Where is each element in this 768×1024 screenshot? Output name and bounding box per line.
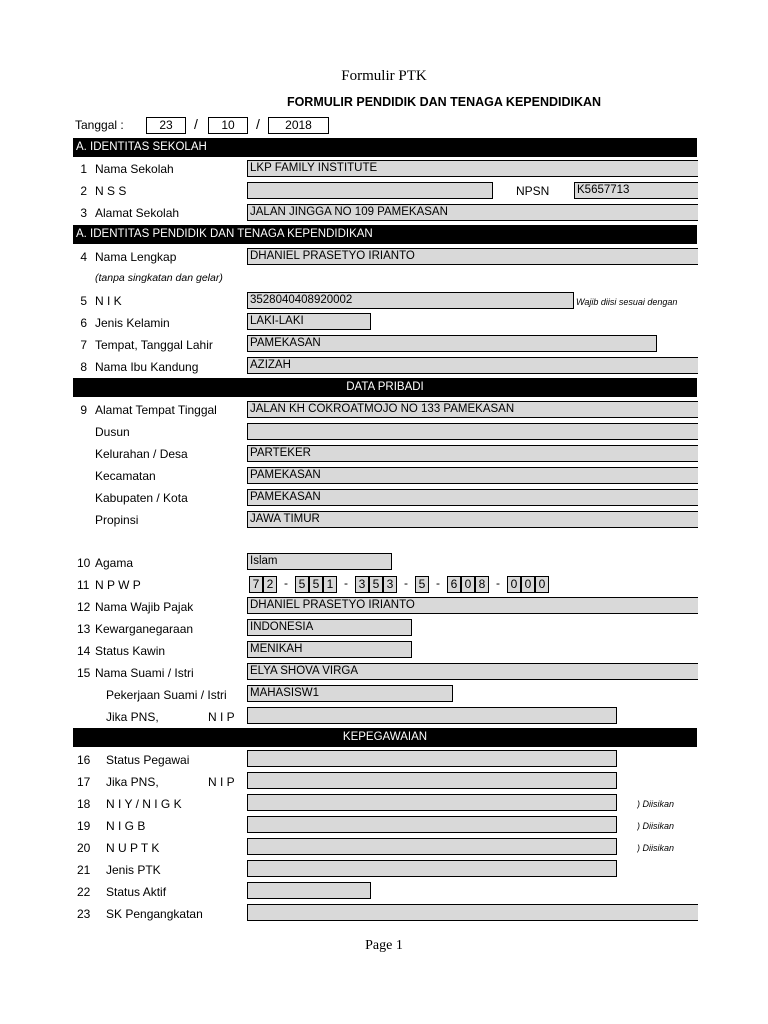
row-number: 12 [77,600,91,614]
nip-label: N I P [208,775,235,789]
row-number: 11 [77,578,90,592]
section-identitas-ptk: A. IDENTITAS PENDIDIK DAN TENAGA KEPENDIDIKAN [73,225,697,244]
date-separator: / [194,116,198,132]
npsn-label: NPSN [516,184,550,198]
propinsi-label: Propinsi [95,513,139,527]
npwp-digit[interactable]: 2 [263,576,277,593]
page-header: Formulir PTK [341,68,427,84]
ibu-kandung-field[interactable]: AZIZAH [247,357,698,374]
nama-sekolah-field[interactable]: LKP FAMILY INSTITUTE [247,160,698,177]
kelurahan-label: Kelurahan / Desa [95,447,188,461]
row-number: 20 [77,841,91,855]
row-number: 7 [80,338,87,352]
npwp-digit[interactable]: 0 [507,576,521,593]
nik-note: Wajib diisi sesuai dengan [576,297,678,307]
npwp-separator: - [496,576,500,590]
npwp-separator: - [284,576,288,590]
section-identitas-sekolah: A. IDENTITAS SEKOLAH [73,138,697,157]
section-data-pribadi: DATA PRIBADI [73,378,697,397]
npwp-digit[interactable]: 0 [521,576,535,593]
row-number: 2 [80,184,87,198]
row-number: 16 [77,753,91,767]
alamat-sekolah-label: Alamat Sekolah [95,206,180,220]
row-number: 18 [77,797,91,811]
npwp-digit[interactable]: 5 [309,576,323,593]
row-number: 4 [80,250,87,264]
nik-field[interactable]: 3528040408920002 [247,292,574,309]
niy-note: ) Diisikan [637,799,675,809]
npwp-digit[interactable]: 0 [535,576,549,593]
status-kawin-label: Status Kawin [95,644,166,658]
nip-field[interactable] [247,772,617,789]
status-aktif-field[interactable] [247,882,371,899]
wajib-pajak-label: Nama Wajib Pajak [95,600,194,614]
agama-label: Agama [95,556,134,570]
row-number: 19 [77,819,91,833]
nss-label: N S S [95,184,127,198]
date-separator: / [256,116,260,132]
npwp-separator: - [436,576,440,590]
nama-lengkap-label: Nama Lengkap [95,250,177,264]
npwp-label: N P W P [95,578,141,592]
section-kepegawaian: KEPEGAWAIAN [73,728,697,747]
nip-label: N I P [208,710,235,724]
kewarganegaraan-field[interactable]: INDONESIA [247,619,412,636]
date-year-field[interactable]: 2018 [268,117,329,134]
row-number: 15 [77,666,91,680]
status-pegawai-label: Status Pegawai [106,753,190,767]
pasangan-field[interactable]: ELYA SHOVA VIRGA [247,663,698,680]
nama-lengkap-field[interactable]: DHANIEL PRASETYO IRIANTO [247,248,698,265]
npsn-field[interactable]: K5657713 [574,182,698,199]
pekerjaan-pasangan-field[interactable]: MAHASISW1 [247,685,453,702]
npwp-digit[interactable]: 5 [369,576,383,593]
dusun-field[interactable] [247,423,698,440]
nama-sekolah-label: Nama Sekolah [95,162,174,176]
alamat-tinggal-label: Alamat Tempat Tinggal [95,403,217,417]
row-number: 14 [77,644,91,658]
status-kawin-field[interactable]: MENIKAH [247,641,412,658]
npwp-digit[interactable]: 0 [461,576,475,593]
nama-lengkap-note: (tanpa singkatan dan gelar) [95,272,223,284]
jenis-ptk-label: Jenis PTK [106,863,161,877]
page-footer: Page 1 [365,938,403,953]
row-number: 22 [77,885,91,899]
status-aktif-label: Status Aktif [106,885,167,899]
date-label: Tanggal : [75,118,124,132]
npwp-digit[interactable]: 6 [447,576,461,593]
status-pegawai-field[interactable] [247,750,617,767]
kabupaten-field[interactable]: PAMEKASAN [247,489,698,506]
pasangan-label: Nama Suami / Istri [95,666,194,680]
agama-field[interactable]: Islam [247,553,392,570]
row-number: 21 [77,863,91,877]
date-month-field[interactable]: 10 [208,117,248,134]
jenis-kelamin-label: Jenis Kelamin [95,316,170,330]
row-number: 23 [77,907,91,921]
propinsi-field[interactable]: JAWA TIMUR [247,511,698,528]
npwp-digit[interactable]: 5 [415,576,429,593]
nuptk-note: ) Diisikan [637,843,675,853]
ttl-field[interactable]: PAMEKASAN [247,335,657,352]
row-number: 3 [80,206,87,220]
row-number: 13 [77,622,91,636]
npwp-digit[interactable]: 1 [323,576,337,593]
npwp-digit[interactable]: 5 [295,576,309,593]
npwp-digit[interactable]: 8 [475,576,489,593]
niy-field[interactable] [247,794,617,811]
row-number: 17 [77,775,91,789]
kabupaten-label: Kabupaten / Kota [95,491,188,505]
alamat-tinggal-field[interactable]: JALAN KH COKROATMOJO NO 133 PAMEKASAN [247,401,698,418]
wajib-pajak-field[interactable]: DHANIEL PRASETYO IRIANTO [247,597,698,614]
nigb-field[interactable] [247,816,617,833]
row-number: 10 [77,556,91,570]
nip-pasangan-field[interactable] [247,707,617,724]
nigb-note: ) Diisikan [637,821,675,831]
kelurahan-field[interactable]: PARTEKER [247,445,698,462]
kecamatan-label: Kecamatan [95,469,156,483]
dusun-label: Dusun [95,425,130,439]
kecamatan-field[interactable]: PAMEKASAN [247,467,698,484]
ttl-label: Tempat, Tanggal Lahir [95,338,213,352]
row-number: 8 [80,360,87,374]
row-number: 9 [80,403,87,417]
row-number: 1 [80,162,87,176]
npwp-separator: - [404,576,408,590]
nik-label: N I K [95,294,122,308]
kewarganegaraan-label: Kewarganegaraan [95,622,194,636]
row-number: 6 [80,316,87,330]
alamat-sekolah-field[interactable]: JALAN JINGGA NO 109 PAMEKASAN [247,204,698,221]
npwp-digit[interactable]: 7 [249,576,263,593]
nuptk-field[interactable] [247,838,617,855]
jika-pns-label: Jika PNS, [106,775,159,789]
ibu-kandung-label: Nama Ibu Kandung [95,360,199,374]
nss-field[interactable] [247,182,493,199]
npwp-digit[interactable]: 3 [383,576,397,593]
niy-label: N I Y / N I G K [106,797,182,811]
nigb-label: N I G B [106,819,146,833]
row-number: 5 [80,294,87,308]
pekerjaan-pasangan-label: Pekerjaan Suami / Istri [106,688,227,702]
nuptk-label: N U P T K [106,841,160,855]
jenis-kelamin-field[interactable]: LAKI-LAKI [247,313,371,330]
npwp-digit[interactable]: 3 [355,576,369,593]
date-day-field[interactable]: 23 [146,117,186,134]
npwp-separator: - [344,576,348,590]
jenis-ptk-field[interactable] [247,860,617,877]
jika-pns-label: Jika PNS, [106,710,159,724]
sk-pengangkatan-field[interactable] [247,904,698,921]
sk-pengangkatan-label: SK Pengangkatan [106,907,203,921]
form-title: FORMULIR PENDIDIK DAN TENAGA KEPENDIDIKAN [286,95,602,109]
